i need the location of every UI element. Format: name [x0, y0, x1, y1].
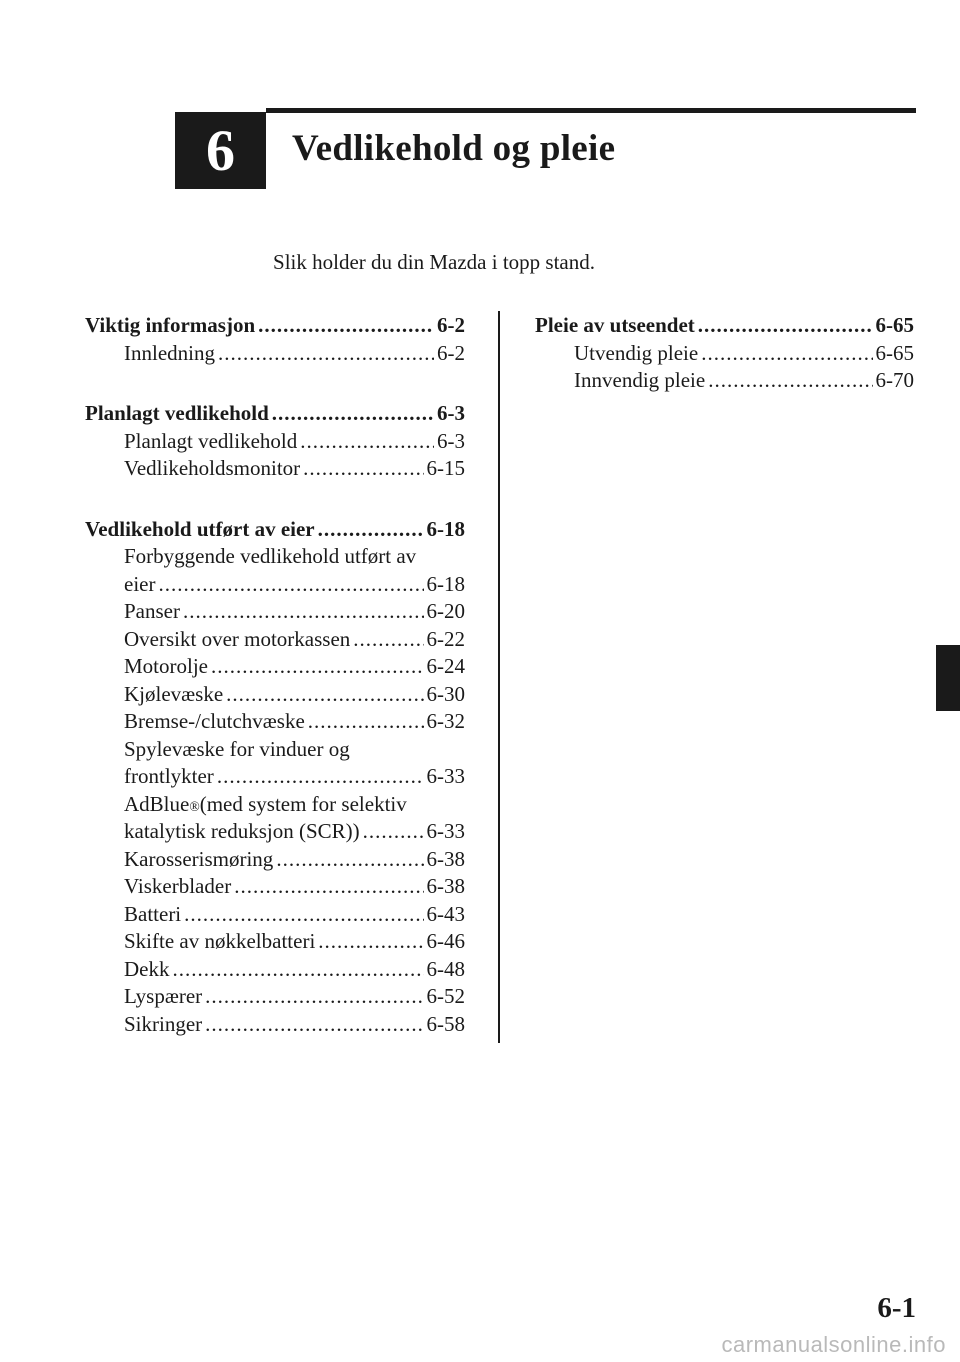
toc-item-innledning[interactable]: Innledning ..... 6-2 — [85, 340, 465, 368]
toc-heading-viktig-informasjon[interactable]: Viktig informasjon ..... 6-2 — [85, 312, 465, 340]
chapter-number: 6 — [206, 117, 235, 183]
toc-item-innvendig-pleie[interactable]: Innvendig pleie ..... 6-70 — [535, 367, 914, 395]
toc-item-oversikt-motorkassen[interactable]: Oversikt over motorkassen ..... 6-22 — [85, 626, 465, 654]
toc-item-spylevaeske[interactable]: frontlykter ..... 6-33 — [85, 763, 465, 791]
chapter-number-box — [175, 112, 266, 189]
toc-item-vedlikeholdsmonitor[interactable]: Vedlikeholdsmonitor ..... 6-15 — [85, 455, 465, 483]
toc-heading-planlagt-vedlikehold[interactable]: Planlagt vedlikehold ..... 6-3 — [85, 400, 465, 428]
toc-item-nokkelbatteri[interactable]: Skifte av nøkkelbatteri ..... 6-46 — [85, 928, 465, 956]
toc-item-sikringer[interactable]: Sikringer ..... 6-58 — [85, 1011, 465, 1039]
toc-item-utvendig-pleie[interactable]: Utvendig pleie ..... 6-65 — [535, 340, 914, 368]
toc-item-karosserismoring[interactable]: Karosserismøring ..... 6-38 — [85, 846, 465, 874]
toc-item-lysparer[interactable]: Lyspærer ..... 6-52 — [85, 983, 465, 1011]
toc-right-column — [535, 312, 914, 395]
toc-heading-vedlikehold-utfort-av-eier[interactable]: Vedlikehold utført av eier ..... 6-18 — [85, 516, 465, 544]
toc-item-panser[interactable]: Panser ..... 6-20 — [85, 598, 465, 626]
toc-left-column — [85, 312, 465, 1038]
toc-item-bremse-clutchvaeske[interactable]: Bremse-/clutchvæske ..... 6-32 — [85, 708, 465, 736]
toc-item-adblue[interactable]: katalytisk reduksjon (SCR)) ..... 6-33 — [85, 818, 465, 846]
toc-heading-pleie-av-utseendet[interactable]: Pleie av utseendet ..... 6-65 — [535, 312, 914, 340]
toc-item-spylevaeske-line1[interactable]: Spylevæske for vinduer og — [124, 736, 350, 761]
chapter-top-rule — [266, 108, 916, 113]
toc-item-kjolevaeske[interactable]: Kjølevæske ..... 6-30 — [85, 681, 465, 709]
page-number: 6-1 — [877, 1292, 916, 1324]
toc-item-forbyggende-line1[interactable]: Forbyggende vedlikehold utført av — [124, 544, 417, 568]
chapter-title: Vedlikehold og pleie — [292, 128, 616, 169]
chapter-edge-tab — [936, 645, 960, 711]
toc-item-motorolje[interactable]: Motorolje ..... 6-24 — [85, 653, 465, 681]
toc-item-adblue-line1[interactable]: AdBlue ® (med system for selektiv — [124, 791, 407, 816]
toc-item-batteri[interactable]: Batteri ..... 6-43 — [85, 901, 465, 929]
watermark: carmanualsonline.info — [721, 1332, 946, 1357]
toc-item-dekk[interactable]: Dekk ..... 6-48 — [85, 956, 465, 984]
chapter-subtitle: Slik holder du din Mazda i topp stand. — [273, 250, 595, 274]
column-divider — [498, 311, 500, 1043]
toc-item-viskerblader[interactable]: Viskerblader ..... 6-38 — [85, 873, 465, 901]
toc-item-forbyggende[interactable]: eier ..... 6-18 — [85, 571, 465, 599]
toc-item-planlagt-vedlikehold[interactable]: Planlagt vedlikehold ..... 6-3 — [85, 428, 465, 456]
